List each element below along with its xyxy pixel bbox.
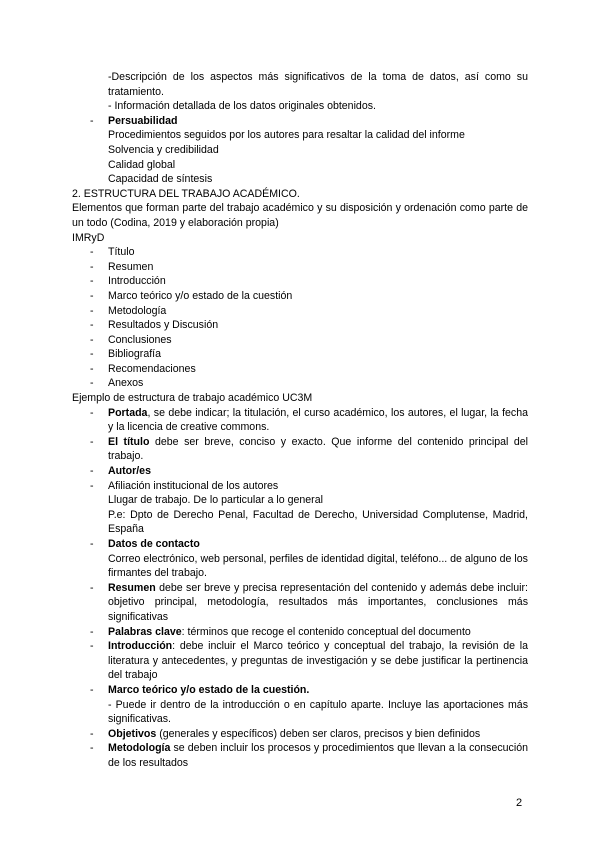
list-item xyxy=(72,683,528,698)
list-item xyxy=(72,289,528,304)
list-item-label: Título xyxy=(108,246,135,259)
bold-term: Autor/es xyxy=(108,465,151,478)
bullet-dash: - xyxy=(90,625,94,638)
bullet-dash: - xyxy=(90,319,94,332)
item-text: debe ser breve, conciso y exacto. Que informe del contenido principal del trabajo. xyxy=(108,435,528,463)
item-text: Afiliación institucional de los autores xyxy=(108,479,279,492)
bullet-dash: - xyxy=(90,742,94,755)
list-item xyxy=(72,406,528,435)
bullet-dash: - xyxy=(90,377,94,390)
affiliation-details xyxy=(72,493,528,537)
item-text: se deben incluir los procesos y procedimientos que llevan a la consecución de los resultados xyxy=(108,742,528,769)
list-item xyxy=(72,537,528,552)
paragraph: Procedimientos seguidos por los autores para resaltar la calidad del informe xyxy=(108,129,465,142)
list-item-label: Bibliografía xyxy=(108,348,161,361)
list-item xyxy=(72,304,528,319)
item-text: : debe incluir el Marco teórico y conceptual del trabajo, la revisión de la literatura y antecedentes, y preguntas de investigación y se debe justificar la pertinencia del trabajo xyxy=(108,640,528,682)
list-item-label: Marco teórico y/o estado de la cuestión xyxy=(108,289,293,302)
bullet-dash: - xyxy=(90,348,94,361)
list-item xyxy=(72,114,528,129)
list-item-label: Introducción xyxy=(108,275,166,288)
paragraph: Capacidad de síntesis xyxy=(108,173,213,186)
bullet-dash: - xyxy=(90,406,94,419)
paragraph: Elementos que forman parte del trabajo académico y su disposición y ordenación como parte de un todo (Codina, 2019 y elaboración propia) xyxy=(72,202,528,229)
bullet-dash: - xyxy=(90,289,94,302)
marco-details xyxy=(72,698,528,727)
paragraph: Solvencia y credibilidad xyxy=(108,143,219,156)
bold-term: Datos de contacto xyxy=(108,538,200,550)
list-item-label: Conclusiones xyxy=(108,333,172,346)
bold-term: Introducción xyxy=(108,640,173,653)
bold-term: El título xyxy=(108,435,150,448)
bullet-dash: - xyxy=(90,362,94,375)
item-text: debe ser breve y precisa representación del contenido y además debe incluir: objetivo principal, metodología, resultados más importantes, conclusiones más significativas xyxy=(108,581,528,623)
item-text: , se debe indicar; la titulación, el curso académico, los autores, el lugar, la fecha y la licencia de creative commons. xyxy=(108,406,528,434)
list-item-label: Resultados y Discusión xyxy=(108,319,219,332)
bold-term: Portada xyxy=(108,406,148,419)
paragraph: - Información detallada de los datos originales obtenidos. xyxy=(108,100,376,113)
list-item xyxy=(72,581,528,625)
bold-term: Palabras clave xyxy=(108,625,182,638)
bullet-dash: - xyxy=(90,260,94,273)
list-item xyxy=(72,333,528,348)
item-text: : términos que recoge el contenido conceptual del documento xyxy=(181,625,471,638)
contact-details xyxy=(72,552,528,581)
page-number: 2 xyxy=(516,797,523,809)
list-item xyxy=(72,464,528,479)
list-item xyxy=(72,347,528,362)
list-item xyxy=(72,741,528,770)
bullet-dash: - xyxy=(90,275,94,288)
list-item xyxy=(72,376,528,391)
list-item xyxy=(72,727,528,742)
bullet-dash: - xyxy=(90,114,94,127)
bullet-dash: - xyxy=(90,538,94,550)
list-item xyxy=(72,625,528,640)
bold-term: Persuabilidad xyxy=(108,114,178,127)
paragraph: - Puede ir dentro de la introducción o en capítulo aparte. Incluye las aportaciones más significativas. xyxy=(108,698,528,726)
paragraph: Calidad global xyxy=(108,158,176,171)
uc3m-list xyxy=(72,406,528,771)
paragraph: -Descripción de los aspectos más significativos de la toma de datos, así como su tratamiento. xyxy=(108,71,528,98)
section-heading: 2. ESTRUCTURA DEL TRABAJO ACADÉMICO. xyxy=(72,187,300,200)
bold-term: Resumen xyxy=(108,581,156,594)
bold-term: Objetivos xyxy=(108,727,157,740)
list-item xyxy=(72,479,528,494)
imryd-list xyxy=(72,245,528,391)
list-item xyxy=(72,362,528,377)
bullet-dash: - xyxy=(90,479,94,492)
item-text: (generales y específicos) deben ser claros, precisos y bien definidos xyxy=(156,727,481,740)
paragraph: Correo electrónico, web personal, perfiles de identidad digital, teléfono... de alguno de los firmantes del trabajo. xyxy=(108,552,528,580)
bullet-dash: - xyxy=(90,465,94,478)
list-item-label: Resumen xyxy=(108,260,154,273)
list-item-label: Metodología xyxy=(108,304,167,317)
bullet-dash: - xyxy=(90,581,94,594)
list-item xyxy=(72,245,528,260)
paragraph: Llugar de trabajo. De lo particular a lo general xyxy=(108,494,323,507)
list-item-label: Anexos xyxy=(108,377,144,390)
paragraph: P.e: Dpto de Derecho Penal, Facultad de Derecho, Universidad Complutense, Madrid, España xyxy=(108,508,528,536)
bullet-dash: - xyxy=(90,246,94,259)
list-item-label: Recomendaciones xyxy=(108,362,196,375)
list-item xyxy=(72,260,528,275)
imryd-label: IMRyD xyxy=(72,231,105,244)
uc3m-label: Ejemplo de estructura de trabajo académico UC3M xyxy=(72,392,313,405)
bullet-dash: - xyxy=(90,683,94,696)
persuasividad-details xyxy=(72,128,528,186)
bullet-dash: - xyxy=(90,435,94,448)
bold-term: Marco teórico y/o estado de la cuestión. xyxy=(108,683,310,696)
list-item xyxy=(72,274,528,289)
data-description-block xyxy=(72,70,528,114)
document-page xyxy=(72,70,528,771)
bullet-dash: - xyxy=(90,333,94,346)
list-item xyxy=(72,318,528,333)
list-item xyxy=(72,639,528,683)
list-item xyxy=(72,435,528,464)
bold-term: Metodología xyxy=(108,742,171,755)
bullet-dash: - xyxy=(90,727,94,740)
bullet-dash: - xyxy=(90,304,94,317)
bullet-dash: - xyxy=(90,640,94,653)
